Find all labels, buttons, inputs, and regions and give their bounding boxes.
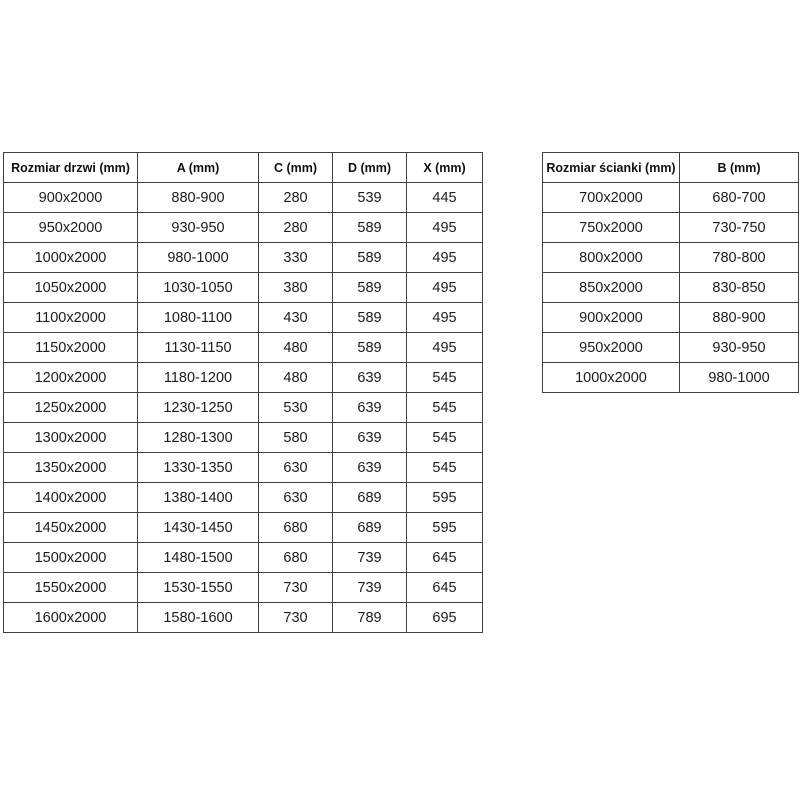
table-cell: 589 [333, 303, 407, 333]
table-row [4, 393, 483, 423]
table-cell: 730 [259, 603, 333, 633]
table-cell: 739 [333, 573, 407, 603]
table-row [4, 243, 483, 273]
table-cell: 495 [407, 243, 483, 273]
table-cell: 1530-1550 [138, 573, 259, 603]
table-cell: 589 [333, 243, 407, 273]
wall-sizes-table [542, 152, 799, 393]
table-cell: 630 [259, 483, 333, 513]
table-cell: 1230-1250 [138, 393, 259, 423]
table-cell: 495 [407, 213, 483, 243]
table-row [4, 303, 483, 333]
table-cell: 589 [333, 273, 407, 303]
table-cell: 639 [333, 393, 407, 423]
table-cell: 830-850 [680, 273, 799, 303]
table-cell: 1580-1600 [138, 603, 259, 633]
table-cell: 695 [407, 603, 483, 633]
table-cell: 1600x2000 [4, 603, 138, 633]
table-cell: 700x2000 [543, 183, 680, 213]
table-cell: 1430-1450 [138, 513, 259, 543]
table-cell: 545 [407, 363, 483, 393]
table-cell: 1200x2000 [4, 363, 138, 393]
table-cell: 639 [333, 423, 407, 453]
table-row [4, 183, 483, 213]
table-cell: 1000x2000 [4, 243, 138, 273]
table-cell: 680-700 [680, 183, 799, 213]
table-cell: 1330-1350 [138, 453, 259, 483]
table-cell: 980-1000 [680, 363, 799, 393]
table-cell: 800x2000 [543, 243, 680, 273]
table-cell: 495 [407, 333, 483, 363]
table-cell: 1500x2000 [4, 543, 138, 573]
table-cell: 630 [259, 453, 333, 483]
table-row [4, 483, 483, 513]
table-cell: 580 [259, 423, 333, 453]
table-cell: 680 [259, 513, 333, 543]
table-row [543, 363, 799, 393]
table-row [4, 273, 483, 303]
table-cell: 589 [333, 333, 407, 363]
table-cell: 880-900 [680, 303, 799, 333]
table-row [543, 243, 799, 273]
table-row [4, 363, 483, 393]
table-cell: 480 [259, 363, 333, 393]
table-cell: 1280-1300 [138, 423, 259, 453]
column-header: D (mm) [333, 153, 407, 183]
table-cell: 689 [333, 483, 407, 513]
column-header: C (mm) [259, 153, 333, 183]
table-cell: 930-950 [138, 213, 259, 243]
table-cell: 930-950 [680, 333, 799, 363]
door-sizes-table [3, 152, 483, 633]
column-header: Rozmiar drzwi (mm) [4, 153, 138, 183]
table-row [4, 573, 483, 603]
table-cell: 645 [407, 543, 483, 573]
column-header: Rozmiar ścianki (mm) [543, 153, 680, 183]
table-cell: 750x2000 [543, 213, 680, 243]
table-cell: 1100x2000 [4, 303, 138, 333]
table-cell: 780-800 [680, 243, 799, 273]
table-cell: 1400x2000 [4, 483, 138, 513]
table-cell: 1380-1400 [138, 483, 259, 513]
table-cell: 1050x2000 [4, 273, 138, 303]
table-cell: 1250x2000 [4, 393, 138, 423]
table-cell: 880-900 [138, 183, 259, 213]
table-row [4, 333, 483, 363]
table-cell: 330 [259, 243, 333, 273]
table-cell: 545 [407, 423, 483, 453]
table-cell: 1130-1150 [138, 333, 259, 363]
table-cell: 280 [259, 183, 333, 213]
table-cell: 689 [333, 513, 407, 543]
table-cell: 495 [407, 273, 483, 303]
table-row [4, 513, 483, 543]
table-cell: 1080-1100 [138, 303, 259, 333]
table-row [543, 183, 799, 213]
table-cell: 595 [407, 483, 483, 513]
table-cell: 280 [259, 213, 333, 243]
table-cell: 530 [259, 393, 333, 423]
table-cell: 1300x2000 [4, 423, 138, 453]
table-row [4, 213, 483, 243]
table-row [543, 333, 799, 363]
table-cell: 789 [333, 603, 407, 633]
table-cell: 595 [407, 513, 483, 543]
table-row [4, 543, 483, 573]
table-row [4, 603, 483, 633]
table-cell: 639 [333, 453, 407, 483]
table-cell: 1000x2000 [543, 363, 680, 393]
table-cell: 430 [259, 303, 333, 333]
table-cell: 739 [333, 543, 407, 573]
header-row [543, 153, 799, 183]
table-cell: 1030-1050 [138, 273, 259, 303]
table-cell: 495 [407, 303, 483, 333]
table-cell: 639 [333, 363, 407, 393]
header-row [4, 153, 483, 183]
table-row [543, 303, 799, 333]
table-cell: 1550x2000 [4, 573, 138, 603]
table-cell: 539 [333, 183, 407, 213]
table-cell: 589 [333, 213, 407, 243]
table-row [4, 453, 483, 483]
table-cell: 380 [259, 273, 333, 303]
column-header: A (mm) [138, 153, 259, 183]
table-row [543, 273, 799, 303]
table-cell: 545 [407, 393, 483, 423]
table-cell: 1150x2000 [4, 333, 138, 363]
table-cell: 1350x2000 [4, 453, 138, 483]
table-cell: 950x2000 [543, 333, 680, 363]
table-cell: 1480-1500 [138, 543, 259, 573]
table-cell: 950x2000 [4, 213, 138, 243]
table-cell: 680 [259, 543, 333, 573]
table-cell: 1450x2000 [4, 513, 138, 543]
column-header: X (mm) [407, 153, 483, 183]
column-header: B (mm) [680, 153, 799, 183]
table-cell: 1180-1200 [138, 363, 259, 393]
table-cell: 900x2000 [543, 303, 680, 333]
table-cell: 645 [407, 573, 483, 603]
table-row [4, 423, 483, 453]
table-cell: 480 [259, 333, 333, 363]
table-cell: 445 [407, 183, 483, 213]
table-cell: 545 [407, 453, 483, 483]
table-cell: 730-750 [680, 213, 799, 243]
table-cell: 850x2000 [543, 273, 680, 303]
table-cell: 980-1000 [138, 243, 259, 273]
table-cell: 900x2000 [4, 183, 138, 213]
table-cell: 730 [259, 573, 333, 603]
table-row [543, 213, 799, 243]
